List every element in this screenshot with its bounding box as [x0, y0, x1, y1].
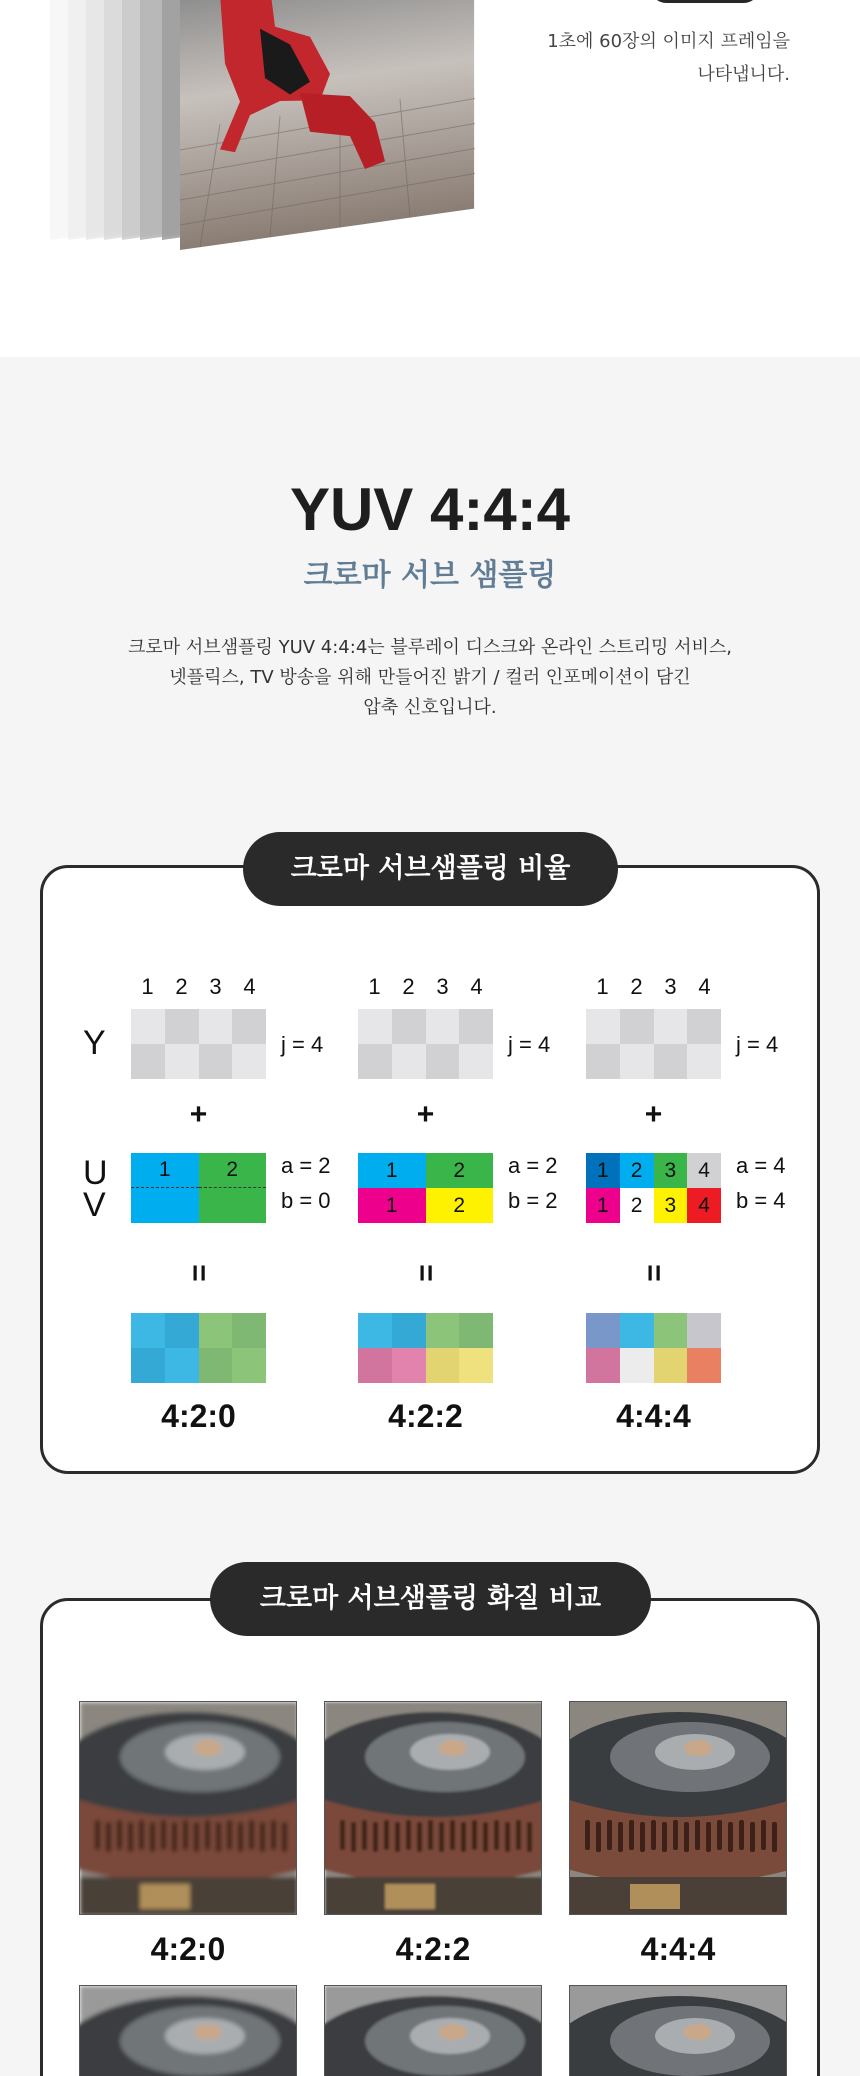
comparison-photo-4:2:0	[79, 1985, 297, 2076]
chroma-cell: 1	[358, 1188, 426, 1223]
description-line: 크로마 서브샘플링 YUV 4:4:4는 블루레이 디스크와 온라인 스트리밍 서비스,	[128, 637, 732, 658]
ratio-label: 4:4:4	[616, 1398, 691, 1434]
result-cell	[199, 1348, 233, 1383]
comparison-box-title: 크로마 서브샘플링 화질 비교	[210, 1562, 651, 1636]
result-cell	[165, 1313, 199, 1348]
decorative-pill	[650, 0, 760, 3]
ratio-column-4:2:0	[131, 868, 371, 1468]
ratio-label: 4:2:0	[161, 1398, 236, 1434]
chroma-cell: 1	[131, 1153, 199, 1188]
chroma-cell: 3	[654, 1188, 688, 1223]
chroma-cell: 2	[199, 1153, 267, 1188]
section-title: YUV 4:4:4	[289, 476, 571, 543]
chroma-cell: 2	[620, 1188, 654, 1223]
y-label: Y	[83, 1024, 106, 1062]
result-cell	[232, 1313, 266, 1348]
a-value-label: a = 4	[736, 1153, 786, 1178]
yuv-section	[0, 357, 860, 2076]
comparison-caption: 4:4:4	[640, 1931, 716, 1967]
comparison-caption: 4:2:0	[150, 1931, 226, 1967]
equals-sign: =	[409, 1264, 443, 1282]
luma-cell	[687, 1009, 721, 1044]
plus-sign: +	[644, 1098, 663, 1131]
section-description	[80, 633, 780, 723]
result-cell	[687, 1348, 721, 1383]
luma-grid	[586, 1009, 721, 1079]
chroma-cell: 1	[358, 1153, 426, 1188]
ratio-label: 4:2:2	[388, 1398, 463, 1434]
comparison-photo-4:2:2	[324, 1985, 542, 2076]
a-value-label: a = 2	[508, 1153, 558, 1178]
result-cell	[459, 1348, 493, 1383]
luma-cell	[586, 1009, 620, 1044]
chroma-cell: 2	[426, 1188, 494, 1223]
result-cell	[199, 1313, 233, 1348]
result-cell	[131, 1348, 165, 1383]
chroma-cell: 2	[620, 1153, 654, 1188]
comparison-photo-4:4:4	[569, 1701, 787, 1915]
luma-cell	[199, 1044, 233, 1079]
result-grid	[586, 1313, 721, 1383]
luma-cell	[687, 1044, 721, 1079]
caption-line: 나타냅니다.	[697, 64, 790, 85]
pixel-index-label: 4	[243, 974, 256, 999]
pixel-index-label: 1	[596, 974, 609, 999]
frame-rate-caption	[470, 25, 790, 91]
b-value-label: b = 2	[508, 1188, 558, 1213]
comparison-caption: 4:2:2	[395, 1931, 471, 1967]
pixel-index-label: 2	[175, 974, 188, 999]
luma-cell	[232, 1009, 266, 1044]
plus-sign: +	[416, 1098, 435, 1131]
a-value-label: a = 2	[281, 1153, 331, 1178]
result-cell	[358, 1348, 392, 1383]
plus-sign: +	[189, 1098, 208, 1131]
description-line: 압축 신호입니다.	[363, 697, 497, 718]
luma-cell	[392, 1009, 426, 1044]
luma-cell	[131, 1044, 165, 1079]
result-cell	[620, 1313, 654, 1348]
pixel-index-label: 4	[698, 974, 711, 999]
frame-stack-illustration	[0, 0, 500, 260]
spiderman-photo-frame	[180, 0, 475, 250]
result-grid	[131, 1313, 266, 1383]
luma-cell	[426, 1044, 460, 1079]
luma-cell	[459, 1009, 493, 1044]
chroma-cell: 4	[687, 1188, 721, 1223]
b-value-label: b = 0	[281, 1188, 331, 1213]
j-value-label: j = 4	[281, 1032, 324, 1057]
chroma-cell: 4	[687, 1153, 721, 1188]
comparison-photo-4:4:4	[569, 1985, 787, 2076]
result-cell	[131, 1313, 165, 1348]
luma-grid	[358, 1009, 493, 1079]
comparison-photo-4:2:0	[79, 1701, 297, 1915]
description-line: 넷플릭스, TV 방송을 위해 만들어진 밝기 / 컬러 인포메이션이 담긴	[169, 667, 691, 688]
result-cell	[392, 1313, 426, 1348]
luma-cell	[165, 1009, 199, 1044]
luma-cell	[654, 1044, 688, 1079]
pixel-index-label: 2	[402, 974, 415, 999]
result-cell	[426, 1348, 460, 1383]
j-value-label: j = 4	[508, 1032, 551, 1057]
comparison-photo-4:2:2	[324, 1701, 542, 1915]
b-value-label: b = 4	[736, 1188, 786, 1213]
chroma-cell: 2	[426, 1153, 494, 1188]
caption-line: 1초에 60장의 이미지 프레임을	[547, 31, 790, 52]
result-cell	[358, 1313, 392, 1348]
ratio-box-title: 크로마 서브샘플링 비율	[243, 832, 618, 906]
luma-cell	[232, 1044, 266, 1079]
luma-cell	[199, 1009, 233, 1044]
pixel-index-label: 3	[436, 974, 449, 999]
ratio-diagram-box	[40, 865, 820, 1474]
pixel-index-label: 4	[470, 974, 483, 999]
ratio-column-4:4:4	[586, 868, 826, 1468]
result-cell	[586, 1313, 620, 1348]
u-label: U	[83, 1154, 108, 1192]
chroma-cell: 1	[586, 1153, 620, 1188]
luma-cell	[426, 1009, 460, 1044]
pixel-index-label: 2	[630, 974, 643, 999]
luma-grid	[131, 1009, 266, 1079]
result-cell	[687, 1313, 721, 1348]
v-label: V	[83, 1186, 106, 1224]
pixel-index-label: 1	[368, 974, 381, 999]
luma-cell	[358, 1044, 392, 1079]
j-value-label: j = 4	[736, 1032, 779, 1057]
chroma-cell: 1	[586, 1188, 620, 1223]
quality-comparison-box	[40, 1598, 820, 2076]
ratio-column-4:2:2	[358, 868, 598, 1468]
luma-cell	[392, 1044, 426, 1079]
result-cell	[392, 1348, 426, 1383]
luma-cell	[165, 1044, 199, 1079]
luma-cell	[620, 1009, 654, 1044]
result-cell	[654, 1313, 688, 1348]
luma-cell	[654, 1009, 688, 1044]
result-cell	[165, 1348, 199, 1383]
pixel-index-label: 1	[141, 974, 154, 999]
result-grid	[358, 1313, 493, 1383]
luma-cell	[459, 1044, 493, 1079]
luma-cell	[358, 1009, 392, 1044]
equals-sign: =	[182, 1264, 216, 1282]
hero-section	[0, 0, 860, 357]
pixel-index-label: 3	[664, 974, 677, 999]
result-cell	[232, 1348, 266, 1383]
result-cell	[426, 1313, 460, 1348]
luma-cell	[586, 1044, 620, 1079]
result-cell	[586, 1348, 620, 1383]
result-cell	[654, 1348, 688, 1383]
equals-sign: =	[637, 1264, 671, 1282]
luma-cell	[620, 1044, 654, 1079]
result-cell	[459, 1313, 493, 1348]
chroma-cell: 3	[654, 1153, 688, 1188]
luma-cell	[131, 1009, 165, 1044]
section-subtitle: 크로마 서브 샘플링	[303, 558, 557, 593]
result-cell	[620, 1348, 654, 1383]
pixel-index-label: 3	[209, 974, 222, 999]
